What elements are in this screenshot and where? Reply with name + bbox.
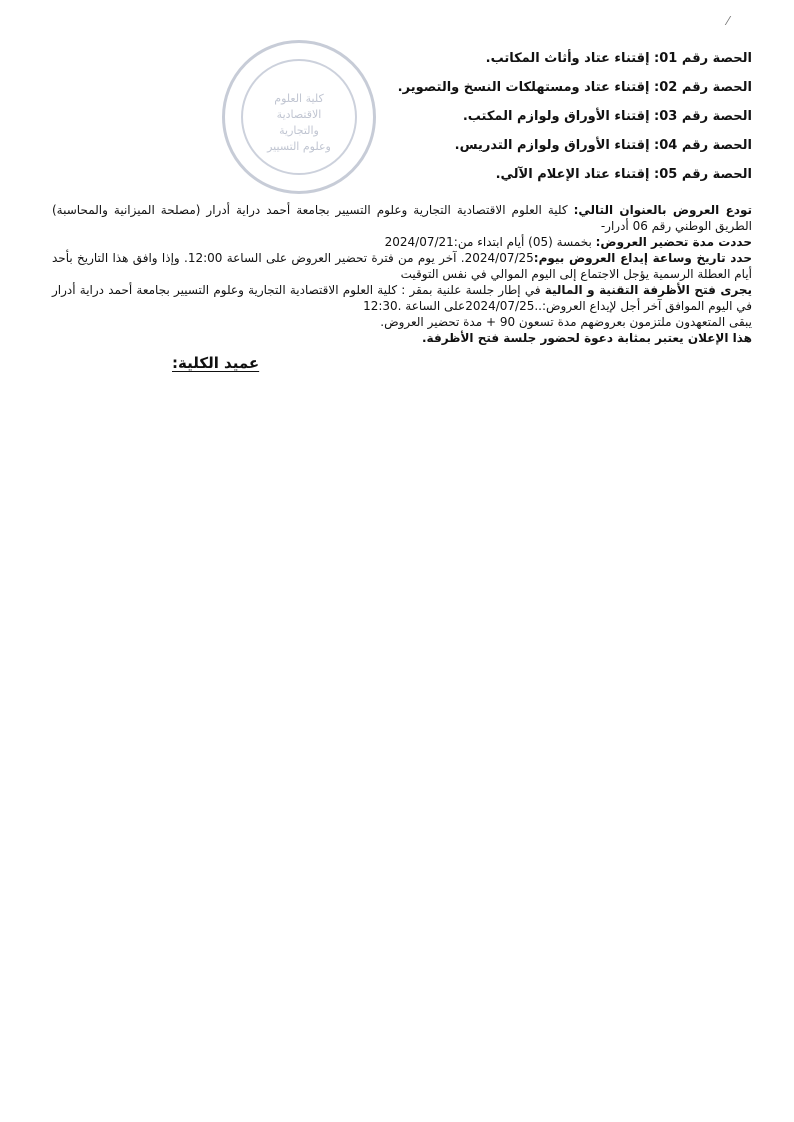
deadline-text: . آخر يوم من فترة تحضير العروض على الساعة [222, 251, 465, 265]
deadline-text2: . وإذا وافق هذا التاريخ بأحد أيام العطلة الرسمية يؤجل الاجتماع إلى اليوم الموالي في نفس التوقيت [52, 251, 752, 281]
lot-number: 02 [659, 80, 678, 95]
validity-text: يبقى المتعهدون ملتزمون بعروضهم مدة تسعون 90 + مدة تحضير العروض. [380, 315, 752, 329]
invitation-notice [52, 330, 752, 346]
lot-text: : إقتناء الأوراق ولوازم التدريس. [454, 138, 660, 153]
lot-item [332, 102, 752, 131]
stamp-line: وعلوم التسيير [267, 140, 331, 153]
lot-text: : إقتناء عتاد وأثاث المكاتب. [485, 51, 660, 66]
notice-text: هذا الإعلان يعتبر بمثابة دعوة لحضور جلسة فتح الأظرفة. [422, 331, 752, 345]
opening-text2: على الساعة [401, 299, 466, 313]
lot-prefix: الحصة رقم [681, 138, 752, 153]
lot-number: 04 [659, 138, 678, 153]
submission-deadline [52, 250, 752, 282]
duration-label: حددت مدة تحضير العروض: [595, 235, 752, 249]
lot-text: : إقتناء الأوراق ولوازم المكتب. [462, 109, 660, 124]
opening-text: في إطار جلسة علنية بمقر : كلية العلوم الاقتصادية التجارية وعلوم التسيير بجامعة أحمد دراية أدرار في اليوم الموافق آخر أجل لإيداع العروض:.. [52, 283, 752, 313]
duration-date: 2024/07/21 [384, 235, 454, 249]
bid-validity [52, 314, 752, 330]
lot-item [332, 73, 752, 102]
stamp-line: الاقتصادية والتجارية [276, 108, 322, 137]
stamp-line: كلية العلوم [274, 92, 324, 105]
deposit-label: تودع العروض بالعنوان التالي: [573, 203, 752, 217]
deadline-time: 12:00 [187, 251, 223, 265]
bids-opening [52, 282, 752, 314]
stamp-text [261, 91, 337, 155]
opening-date: 2024/07/25 [465, 299, 535, 313]
lot-prefix: الحصة رقم [681, 51, 752, 66]
lot-prefix: الحصة رقم [681, 167, 752, 182]
lot-prefix: الحصة رقم [681, 80, 752, 95]
lot-text: : إقتناء عتاد ومستهلكات النسخ والتصوير. [397, 80, 660, 95]
lot-text: : إقتناء عتاد الإعلام الآلي. [495, 167, 660, 182]
lot-prefix: الحصة رقم [681, 109, 752, 124]
opening-label: يجرى فتح الأظرفة التقنية و المالية [544, 283, 752, 297]
preparation-duration [52, 234, 752, 250]
deadline-date: 2024/07/25 [464, 251, 534, 265]
lot-number: 03 [659, 109, 678, 124]
notice-body [52, 202, 752, 346]
deadline-label: حدد تاريخ وساعة إيداع العروض بيوم: [533, 251, 752, 265]
lot-number: 05 [659, 167, 678, 182]
deposit-text: كلية العلوم الاقتصادية التجارية وعلوم التسيير بجامعة أحمد دراية أدرار (مصلحة الميزانية والمحاسبة) الطريق الوطني رقم 06 أدرار- [52, 203, 752, 233]
dean-signature-title: عميد الكلية: [172, 354, 260, 372]
lot-item [332, 160, 752, 189]
lot-item [332, 131, 752, 160]
opening-time: 12:30. [363, 299, 402, 313]
lot-item [332, 44, 752, 73]
lots-list [332, 44, 752, 189]
lot-number: 01 [659, 51, 678, 66]
duration-text: بخمسة (05) أيام ابتداء من: [453, 235, 596, 249]
corner-mark: ⁄ [727, 14, 730, 28]
deposit-address [52, 202, 752, 234]
